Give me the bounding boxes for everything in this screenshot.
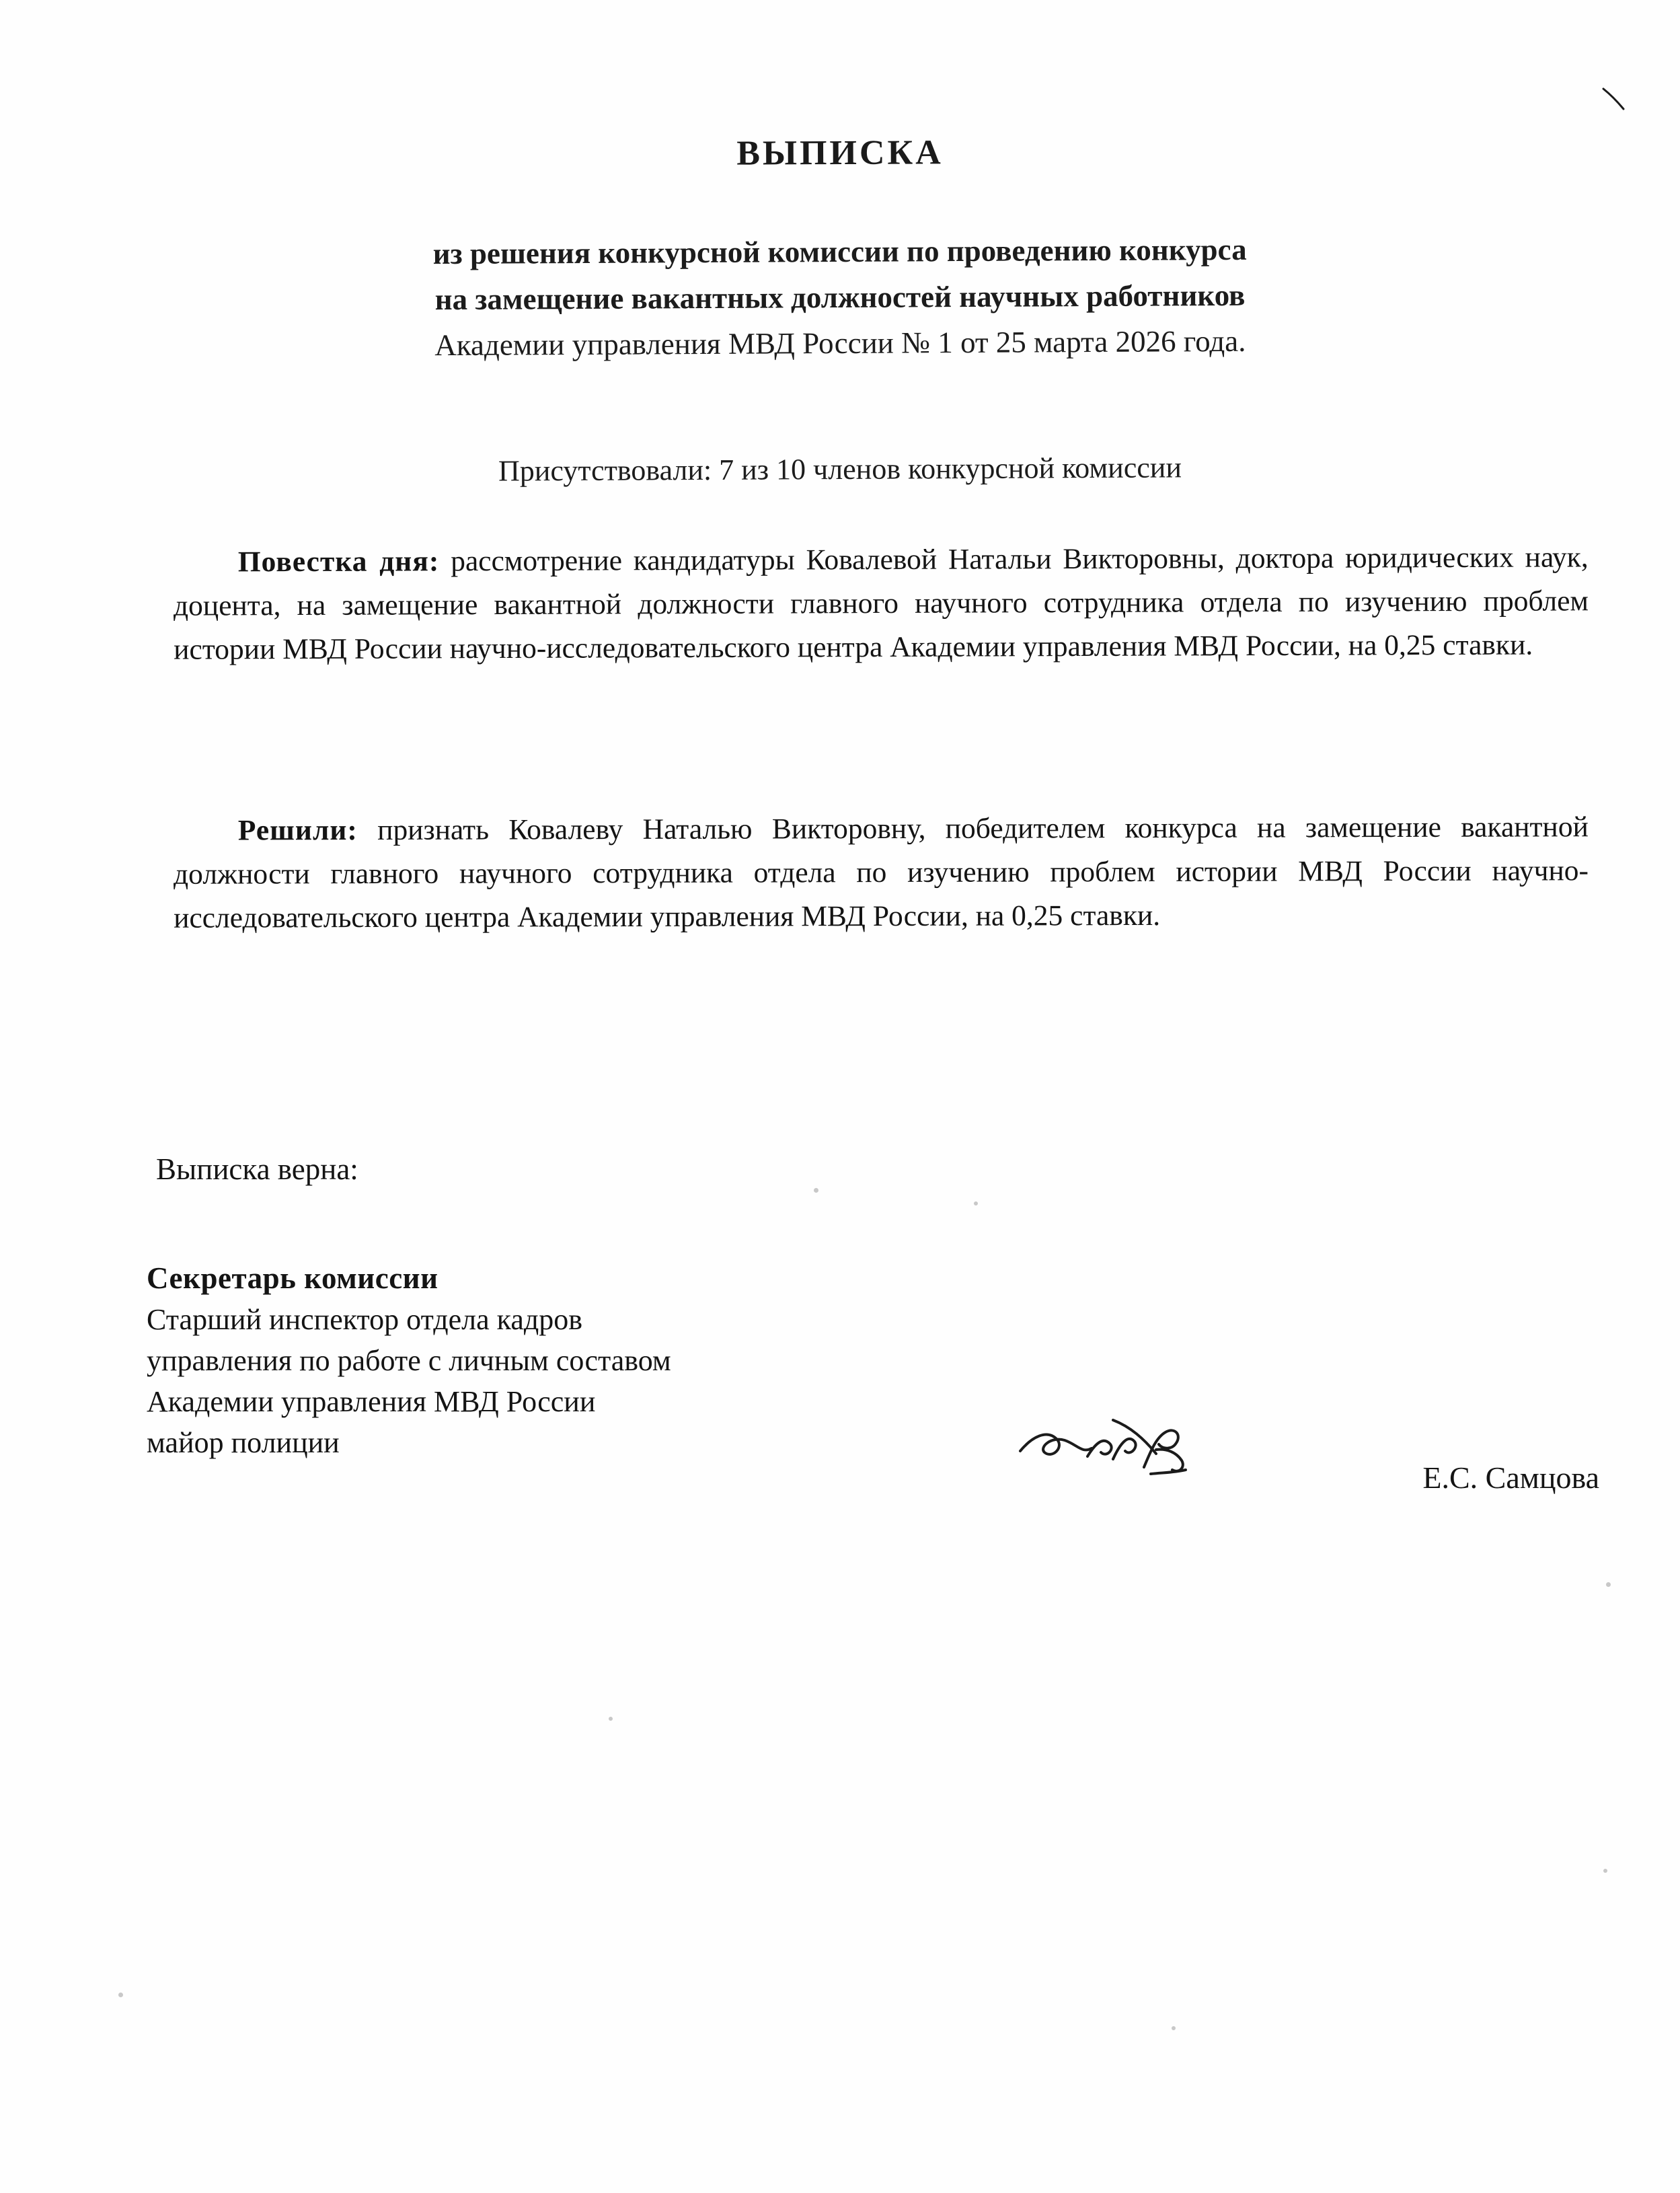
copy-certified-label: Выписка верна:: [156, 1152, 358, 1186]
agenda-label: Повестка дня:: [237, 545, 440, 579]
decision-paragraph: [174, 805, 1589, 940]
signatory-position-line-2: управления по работе с личным составом: [147, 1344, 671, 1377]
signatory-position-line-3: Академии управления МВД России: [147, 1385, 596, 1418]
decision-label: Решили:: [237, 814, 358, 847]
signatory-position-line-1: Старший инспектор отдела кадров: [147, 1303, 583, 1336]
agenda-paragraph: [174, 535, 1589, 671]
signatory-name: Е.С. Самцова: [1422, 1460, 1599, 1495]
agenda-text: рассмотрение кандидатуры Ковалевой Натальи Викторовны, доктора юридических наук, доцента, на замещение вакантной должности главного научного сотрудника отдела по изучению проблем истории МВД России научно-исследовательского центра Академии управления МВД России, на 0,25 ставки.: [173, 541, 1589, 666]
attendance-line: Присутствовали: 7 из 10 членов конкурсной комиссии: [498, 451, 1182, 488]
handwritten-signature: [1012, 1409, 1207, 1490]
subtitle-line-3: Академии управления МВД России № 1 от 25 марта 2026 года.: [434, 324, 1246, 363]
subtitle-line-1: из решения конкурсной комиссии по проведению конкурса: [432, 232, 1247, 271]
signatory-rank: майор полиции: [147, 1426, 340, 1459]
signatory-role: Секретарь комиссии: [147, 1261, 438, 1295]
document-subtitle: [0, 224, 1680, 370]
signatory-block: [147, 1258, 671, 1463]
subtitle-line-2: на замещение вакантных должностей научных работников: [434, 278, 1246, 317]
decision-text: признать Ковалеву Наталью Викторовну, победителем конкурса на замещение вакантной должности главного научного сотрудника отдела по изучению проблем истории МВД России научно-исследовательского центра Академии управления МВД России, на 0,25 ставки.: [173, 811, 1589, 934]
page-title: ВЫПИСКА: [736, 133, 944, 173]
